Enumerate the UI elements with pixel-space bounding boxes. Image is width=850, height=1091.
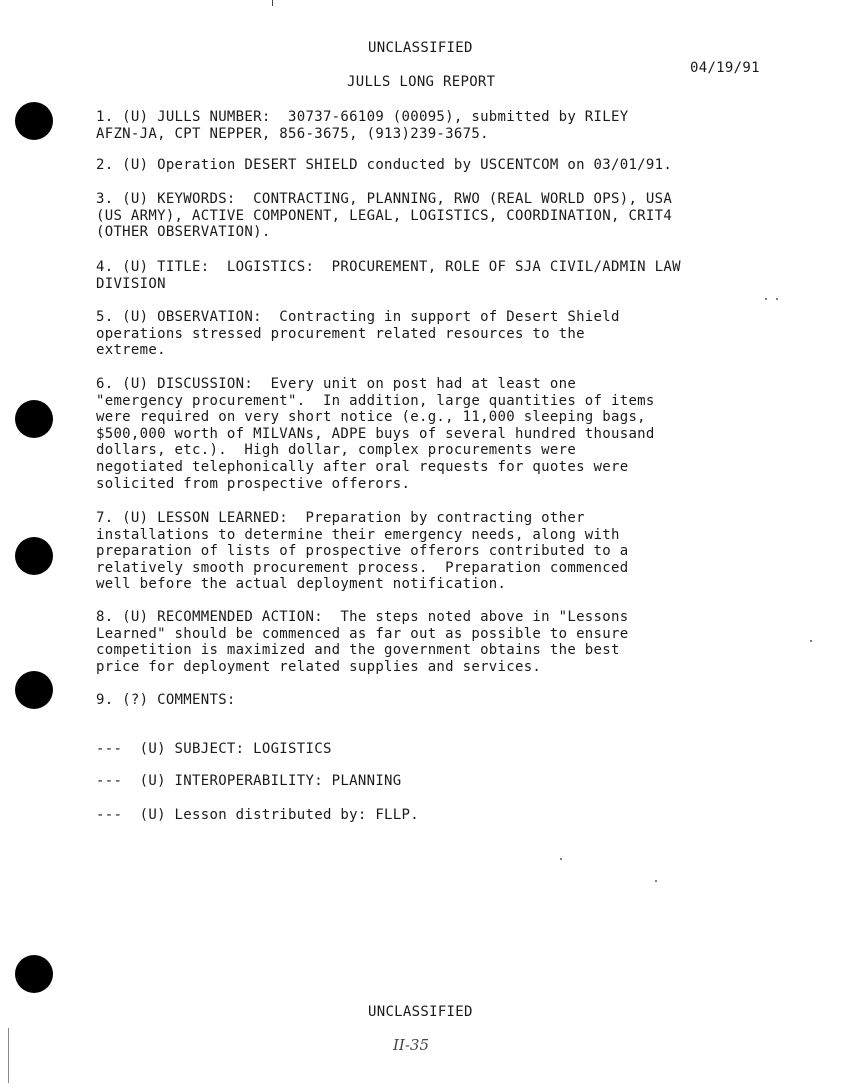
text-line: competition is maximized and the government obtains the best [96,642,620,659]
punch-hole [15,537,53,575]
text-line: 4. (U) TITLE: LOGISTICS: PROCUREMENT, ROLE OF SJA CIVIL/ADMIN LAW [96,259,681,275]
text-line: 2. (U) Operation DESERT SHIELD conducted by USCENTCOM on 03/01/91. [96,157,673,173]
text-line: operations stressed procurement related resources to the [96,325,585,342]
text-line: (OTHER OBSERVATION). [96,224,271,241]
text-line: relatively smooth procurement process. Preparation commenced [96,559,629,576]
scan-edge-line [8,1028,9,1083]
paragraph-comments [96,692,786,709]
handwritten-page-number: II-35 [393,1036,430,1054]
text-line: 9. (?) COMMENTS: [96,692,236,708]
text-line: installations to determine their emergency needs, along with [96,526,620,543]
text-line: 5. (U) OBSERVATION: Contracting in support of Desert Shield [96,309,620,325]
text-line: AFZN-JA, CPT NEPPER, 856-3675, (913)239-3675. [96,125,489,142]
paragraph-discussion [96,376,786,492]
text-line: "emergency procurement". In addition, large quantities of items [96,392,655,409]
paragraph-keywords [96,191,786,241]
paragraph-observation [96,309,786,359]
paragraph-title [96,259,786,292]
text-line: 3. (U) KEYWORDS: CONTRACTING, PLANNING, RWO (REAL WORLD OPS), USA [96,191,673,207]
scan-mark [272,0,273,6]
scan-speck [776,298,778,300]
subject-line: --- (U) SUBJECT: LOGISTICS [96,741,332,757]
text-line: 7. (U) LESSON LEARNED: Preparation by contracting other [96,510,585,526]
paragraph-recommended-action [96,609,786,675]
report-title: JULLS LONG REPORT [347,74,496,90]
footer-classification: UNCLASSIFIED [368,1004,473,1020]
interoperability-line: --- (U) INTEROPERABILITY: PLANNING [96,773,402,789]
scan-speck [765,298,767,300]
text-line: 1. (U) JULLS NUMBER: 30737-66109 (00095), submitted by RILEY [96,109,629,125]
text-line: (US ARMY), ACTIVE COMPONENT, LEGAL, LOGISTICS, COORDINATION, CRIT4 [96,207,673,224]
text-line: Learned" should be commenced as far out as possible to ensure [96,625,629,642]
paragraph-lesson-learned [96,510,786,593]
text-line: $500,000 worth of MILVANs, ADPE buys of several hundred thousand [96,425,655,442]
text-line: well before the actual deployment notification. [96,576,507,593]
text-line: dollars, etc.). High dollar, complex procurements were [96,442,577,459]
punch-hole [15,102,53,140]
header-classification: UNCLASSIFIED [368,40,473,56]
distributed-by-line: --- (U) Lesson distributed by: FLLP. [96,807,419,823]
punch-hole [15,671,53,709]
paragraph-julls-number [96,109,786,142]
text-line: price for deployment related supplies and services. [96,658,542,675]
text-line: DIVISION [96,275,166,292]
text-line: extreme. [96,342,166,359]
paragraph-operation [96,157,786,174]
text-line: negotiated telephonically after oral requests for quotes were [96,458,629,475]
punch-hole [15,400,53,438]
text-line: solicited from prospective offerors. [96,475,411,492]
punch-hole [15,955,53,993]
text-line: 6. (U) DISCUSSION: Every unit on post had at least one [96,376,577,392]
text-line: 8. (U) RECOMMENDED ACTION: The steps noted above in "Lessons [96,609,629,625]
scan-speck [560,858,562,860]
text-line: were required on very short notice (e.g., 11,000 sleeping bags, [96,409,646,426]
scan-speck [655,880,657,882]
scan-speck [810,640,812,642]
report-date: 04/19/91 [690,60,760,76]
text-line: preparation of lists of prospective offerors contributed to a [96,543,629,560]
